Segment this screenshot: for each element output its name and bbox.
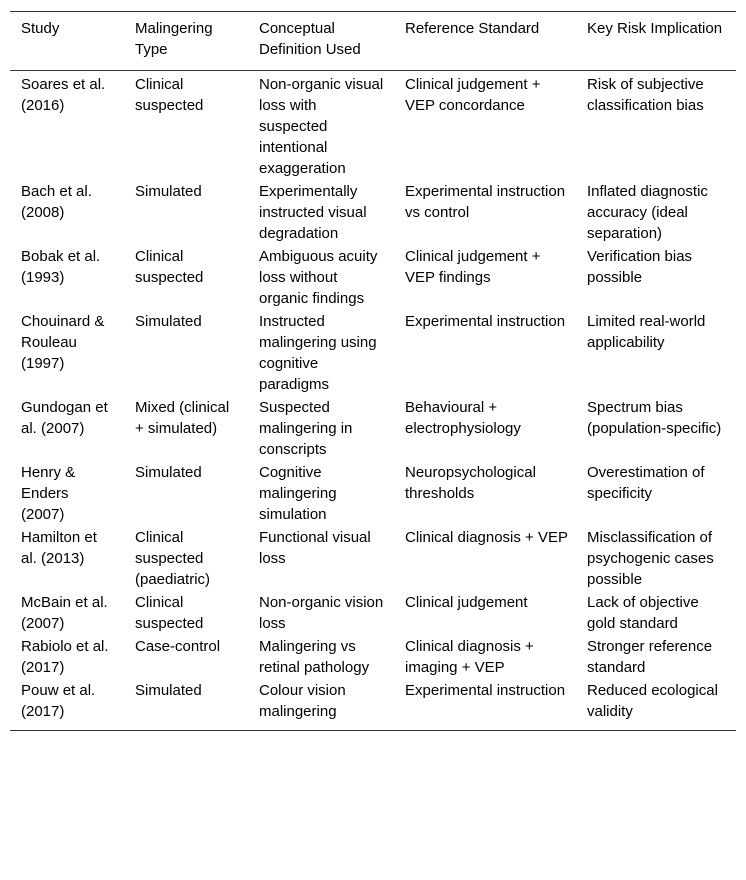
cell-conceptual-definition: Ambiguous acuity loss without organic findings — [259, 248, 378, 307]
table-row — [10, 397, 736, 462]
cell-reference-standard: Experimental instruction vs control — [405, 183, 566, 221]
cell-study: McBain et al. (2007) — [21, 594, 108, 632]
cell-malingering-type: Simulated — [135, 313, 202, 330]
cell-key-risk: Limited real-world applicability — [587, 313, 706, 351]
cell-study: Gundogan et al. (2007) — [21, 399, 108, 437]
cell-conceptual-definition: Functional visual loss — [259, 529, 371, 567]
cell-study: Pouw et al. (2017) — [21, 682, 96, 720]
table-row — [10, 680, 736, 731]
cell-study: Hamilton et al. (2013) — [21, 529, 97, 567]
header-row — [10, 12, 736, 71]
cell-malingering-type: Simulated — [135, 464, 202, 481]
cell-malingering-type: Clinical suspected — [135, 594, 204, 632]
header-study: Study — [21, 20, 60, 37]
cell-reference-standard: Experimental instruction — [405, 682, 566, 699]
header-conceptual-definition: Conceptual Definition Used — [259, 20, 361, 58]
cell-key-risk: Risk of subjective classification bias — [587, 76, 704, 114]
cell-study: Chouinard & Rouleau (1997) — [21, 313, 105, 372]
table-row — [10, 246, 736, 311]
cell-key-risk: Reduced ecological validity — [587, 682, 718, 720]
cell-key-risk: Stronger reference standard — [587, 638, 713, 676]
cell-key-risk: Misclassification of psychogenic cases possible — [587, 529, 714, 588]
table-body — [10, 71, 736, 731]
table-row — [10, 527, 736, 592]
cell-key-risk: Inflated diagnostic accuracy (ideal separation) — [587, 183, 708, 242]
cell-reference-standard: Neuropsychological thresholds — [405, 464, 536, 502]
header-key-risk: Key Risk Implication — [587, 20, 723, 37]
header-reference-standard: Reference Standard — [405, 20, 540, 37]
cell-malingering-type: Clinical suspected (paediatric) — [135, 529, 211, 588]
cell-conceptual-definition: Non-organic vision loss — [259, 594, 384, 632]
cell-malingering-type: Clinical suspected — [135, 76, 204, 114]
cell-reference-standard: Clinical judgement + VEP concordance — [405, 76, 541, 114]
cell-reference-standard: Clinical judgement + VEP findings — [405, 248, 541, 286]
cell-reference-standard: Behavioural + electrophysiology — [405, 399, 521, 437]
cell-conceptual-definition: Experimentally instructed visual degradation — [259, 183, 367, 242]
cell-key-risk: Overestimation of specificity — [587, 464, 705, 502]
cell-malingering-type: Case-control — [135, 638, 221, 655]
cell-malingering-type: Simulated — [135, 682, 202, 699]
cell-reference-standard: Clinical diagnosis + imaging + VEP — [405, 638, 534, 676]
cell-study: Bach et al. (2008) — [21, 183, 92, 221]
cell-malingering-type: Clinical suspected — [135, 248, 204, 286]
cell-conceptual-definition: Malingering vs retinal pathology — [259, 638, 370, 676]
studies-table — [10, 11, 736, 731]
cell-study: Bobak et al. (1993) — [21, 248, 101, 286]
table-row — [10, 592, 736, 636]
cell-conceptual-definition: Colour vision malingering — [259, 682, 346, 720]
cell-conceptual-definition: Non-organic visual loss with suspected intentional exaggeration — [259, 76, 384, 177]
cell-study: Rabiolo et al. (2017) — [21, 638, 109, 676]
cell-conceptual-definition: Instructed malingering using cognitive paradigms — [259, 313, 377, 393]
cell-key-risk: Verification bias possible — [587, 248, 693, 286]
cell-conceptual-definition: Suspected malingering in conscripts — [259, 399, 353, 458]
cell-key-risk: Spectrum bias (population-specific) — [587, 399, 722, 437]
header-malingering-type: Malingering Type — [135, 20, 213, 58]
cell-malingering-type: Simulated — [135, 183, 202, 200]
table-row — [10, 462, 736, 527]
table-header — [10, 12, 736, 71]
cell-reference-standard: Clinical diagnosis + VEP — [405, 529, 569, 546]
cell-reference-standard: Clinical judgement — [405, 594, 528, 611]
cell-key-risk: Lack of objective gold standard — [587, 594, 699, 632]
table-row — [10, 71, 736, 182]
cell-study: Henry & Enders (2007) — [21, 464, 76, 523]
cell-malingering-type: Mixed (clinical + simulated) — [135, 399, 230, 437]
cell-reference-standard: Experimental instruction — [405, 313, 566, 330]
cell-study: Soares et al. (2016) — [21, 76, 106, 114]
table-row — [10, 636, 736, 680]
table-row — [10, 311, 736, 397]
table-row — [10, 181, 736, 246]
cell-conceptual-definition: Cognitive malingering simulation — [259, 464, 337, 523]
